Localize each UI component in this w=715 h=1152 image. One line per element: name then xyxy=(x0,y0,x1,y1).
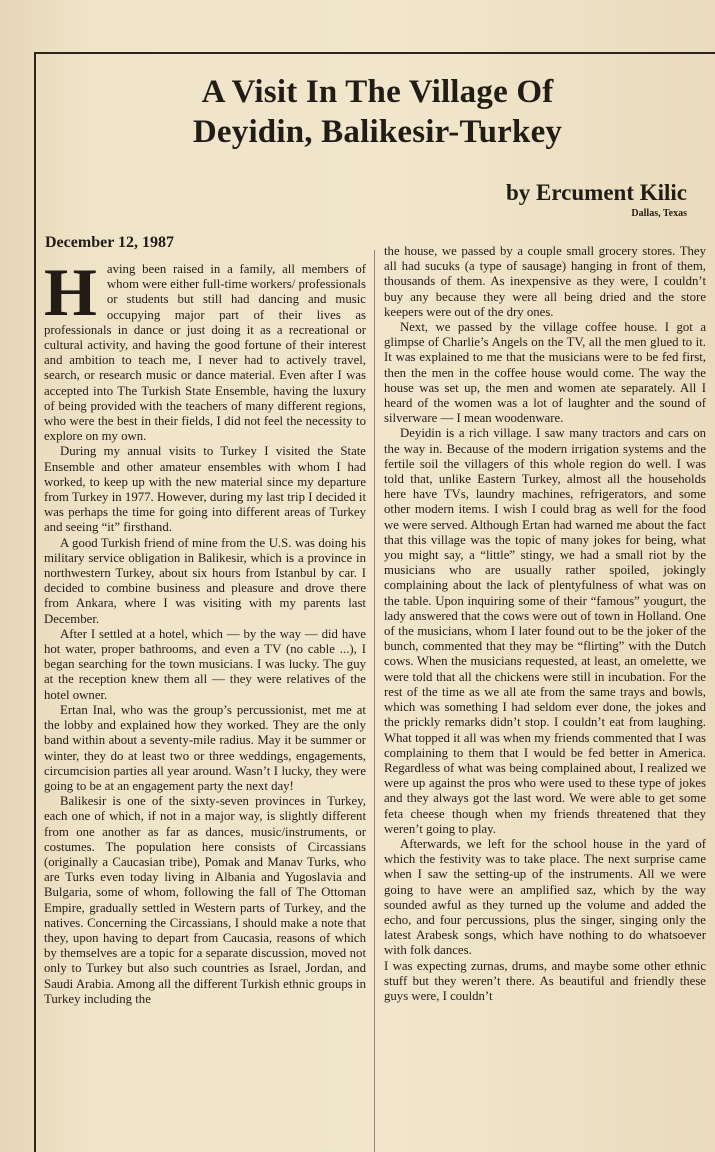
paragraph: After I settled at a hotel, which — by the way — did have hot water, proper bathrooms, and even a TV (no cable ...), I began searching for the town musicians. I was lucky. The guy at the reception knew them all — they were relatives of the hotel owner. xyxy=(44,626,366,702)
article-column-1 xyxy=(44,262,366,1152)
top-border-rule xyxy=(34,52,715,54)
paragraph: Ertan Inal, who was the group’s percussionist, met me at the lobby and explained how they worked. They are the only band within about a seventy-mile radius. May it be summer or winter, they do at least two or three weddings, engagements, circumcision parties all year around. Wasn’t I lucky, they were going to be at an engagement party the next day! xyxy=(44,702,366,793)
paragraph: Balikesir is one of the sixty-seven provinces in Turkey, each one of which, if not in a major way, is slightly different from one another as far as dances, music/instruments, or costumes. The population here consists of Circassians (originally a Caucasian tribe), Pomak and Manav Turks, who are Turks even today living in Albania and Yugoslavia and Bulgaria, some of whom, following the fall of The Ottoman Empire, gradually settled in Western parts of Turkey, and the natives. Concerning the Circassians, I should make a note that they, upon having to depart from Caucasia, reasons of which by themselves are a topic for a separate discussion, moved not only to Turkey but also such countries as Israel, Jordan, and Saudi Arabia. Among all the different Turkish ethnic groups in Turkey including the xyxy=(44,794,366,1006)
paragraph: Having been raised in a family, all members of whom were either full-time workers/ professionals or students but still had dancing and music occupying major part of their lives as professionals in dance or just doing it as a recreational or cultural activity, and having the good fortune of their interest and ambition to teach me, I never had to actively travel, search, or research music or dance material. Even after I was accepted into The Turkish State Ensemble, having the luxury of being provided with the teachers of many different regions, who were the best in their fields, I did not feel the necessity to explore on my own. xyxy=(44,262,366,444)
author-location: Dallas, Texas xyxy=(631,208,687,219)
paragraph: A good Turkish friend of mine from the U.S. was doing his military service obligation in Balikesir, which is a province in northwestern Turkey, about six hours from Istanbul by car. I decided to combine business and pleasure and drove there from Ankara, where I was visiting with my parents last December. xyxy=(44,535,366,626)
column-divider xyxy=(374,250,375,1152)
paragraph: During my annual visits to Turkey I visited the State Ensemble and other amateur ensembles with whom I had worked, to keep up with the new material since my departure from Turkey in 1977. However, during my last trip I decided it was perhaps the time for going into different areas of Turkey and seeing “it” firsthand. xyxy=(44,444,366,535)
paragraph: Deyidin is a rich village. I saw many tractors and cars on the way in. Because of the modern irrigation systems and the fertile soil the villagers of this whole region do well. I was told that, unlike Eastern Turkey, almost all the households here have TVs, laundry machines, refrigerators, and some other modern items. I wish I could brag as well for the food we were served. Although Ertan had warned me about the fact that this village was the topic of many jokes for being, what you might say, a “little” stingy, we had a small riot by the musicians who are usually rather spoiled, jokingly complaining about the lack of plentyfulness of what was on the table. Upon inquiring some of their “famous” yougurt, the lady answered that the cows were out of town in Holland. One of the musicians, whom I later found out to be the joker of the bunch, commented that they may be “flirting” with the Dutch cows. When the musicians requested, at least, an omelette, we were told that all the chickens were still in incubation. For the rest of the time as we all ate from the same trays and bowls, which was something I had seldom ever done, the jokes and the prickly remarks didn’t stop. I couldn’t eat from laughing. What topped it all was when my friends commented that I was complaining to them that I would be fed better in America. Regardless of what was being complained about, I realized we were up against the pros who were used to these type of jokes and they always got the last word. We were able to get some feta cheese though when my friends threatened that they weren’t going to play. xyxy=(384,426,706,836)
article-date: December 12, 1987 xyxy=(45,234,174,251)
paragraph: Afterwards, we left for the school house in the yard of which the festivity was to take place. The next surprise came when I saw the setting-up of the instruments. All we were going to have were an amplified saz, which by the way sounded awful as they turned up the volume and added the echo, and four percussions, plus the singer, singing only the latest Arabesk songs, which have nothing to do whatsoever with folk dances. xyxy=(384,836,706,958)
paragraph: I was expecting zurnas, drums, and maybe some other ethnic stuff but they weren’t there. As beautiful and friendly these guys were, I couldn’t xyxy=(384,958,706,1003)
headline-line-1: A Visit In The Village Of xyxy=(201,74,554,110)
article-headline xyxy=(40,72,715,152)
paragraph: Next, we passed by the village coffee house. I got a glimpse of Charlie’s Angels on the TV, all the men glued to it. It was explained to me that the musicians were to be fed first, then the men in the coffee house would come. The way the house was set up, the men and women ate separately. All I heard of the women was a lot of laughter and the sound of silverware — I mean woodenware. xyxy=(384,320,706,426)
left-border-rule xyxy=(34,52,36,1152)
author-byline: by Ercument Kilic xyxy=(505,180,687,205)
paragraph: the house, we passed by a couple small grocery stores. They all had sucuks (a type of sausage) hanging in front of them, thousands of them. As inexpensive as they were, I couldn’t buy any because they were all being dried and the store keepers were out of the dry ones. xyxy=(384,244,706,319)
article-column-2 xyxy=(384,244,706,1152)
drop-cap: H xyxy=(44,262,97,330)
headline-line-2: Deyidin, Balikesir-Turkey xyxy=(192,114,563,150)
